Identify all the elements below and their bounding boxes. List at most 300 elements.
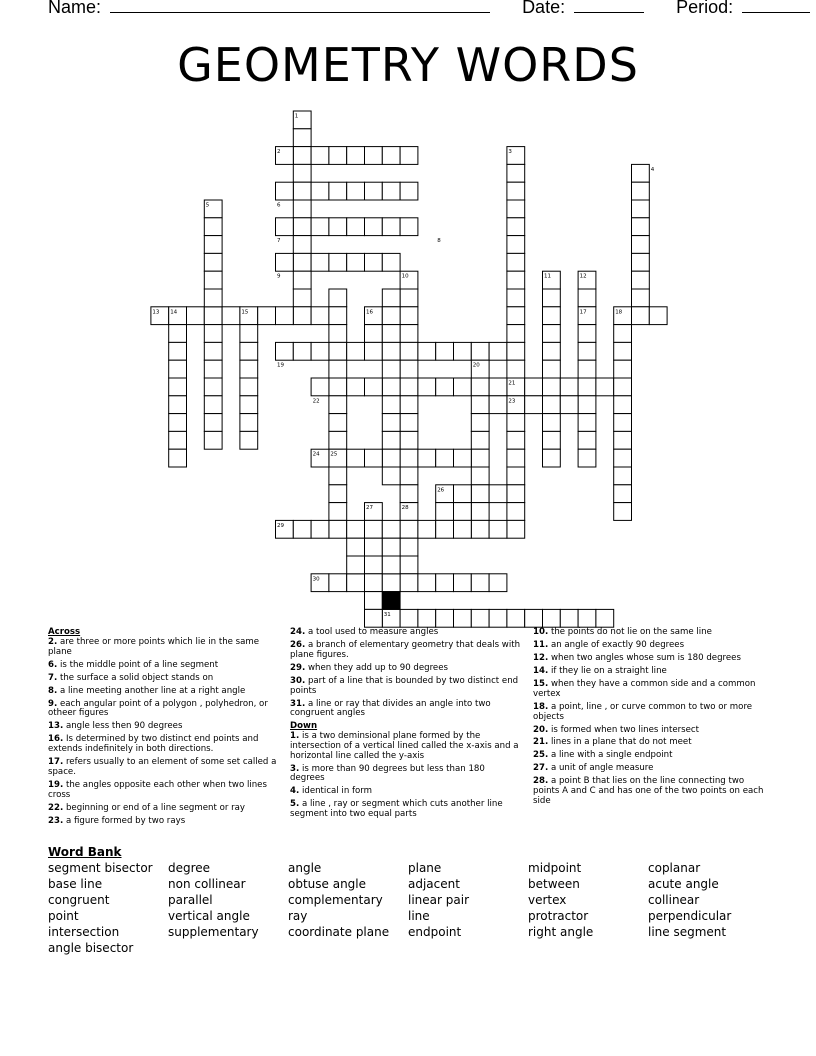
grid-cell[interactable] (365, 253, 383, 271)
grid-cell[interactable] (382, 538, 400, 556)
grid-cell[interactable] (525, 396, 543, 414)
grid-cell[interactable] (204, 342, 222, 360)
grid-cell[interactable] (169, 325, 187, 343)
clue-item (290, 787, 522, 797)
grid-cell[interactable] (454, 378, 472, 396)
grid-cell[interactable] (276, 307, 294, 325)
grid-cell[interactable] (400, 538, 418, 556)
grid-cell[interactable] (329, 396, 347, 414)
grid-cell[interactable] (418, 609, 436, 627)
grid-cell[interactable] (489, 342, 507, 360)
grid-cell[interactable] (382, 520, 400, 538)
grid-cell[interactable] (329, 485, 347, 503)
grid-cell[interactable] (578, 378, 596, 396)
grid-cell[interactable] (293, 129, 311, 147)
grid-cell[interactable] (329, 520, 347, 538)
grid-cell[interactable] (329, 182, 347, 200)
clue-item-number: 5. (290, 799, 300, 810)
grid-cell[interactable] (204, 325, 222, 343)
grid-cell[interactable] (187, 307, 205, 325)
clue-number: 26 (437, 487, 445, 494)
grid-cell[interactable] (596, 609, 614, 627)
grid-cell[interactable] (204, 307, 222, 325)
grid-cell[interactable] (507, 449, 525, 467)
grid-cell[interactable] (578, 289, 596, 307)
black-cell (382, 592, 400, 610)
grid-cell[interactable] (311, 307, 329, 325)
grid-cell[interactable] (204, 289, 222, 307)
grid-cell[interactable] (418, 378, 436, 396)
grid-cell[interactable] (365, 592, 383, 610)
grid-cell[interactable] (365, 218, 383, 236)
grid-cell[interactable] (614, 325, 632, 343)
grid-cell[interactable] (471, 378, 489, 396)
word-bank-word: midpoint (528, 861, 582, 875)
word-bank-word: parallel (168, 893, 213, 907)
clue-item-number: 25. (533, 750, 549, 761)
grid-cell[interactable] (382, 182, 400, 200)
grid-cell[interactable] (400, 378, 418, 396)
grid-cell[interactable] (578, 609, 596, 627)
grid-cell[interactable] (329, 218, 347, 236)
grid-cell[interactable] (329, 503, 347, 521)
grid-cell[interactable] (489, 485, 507, 503)
grid-cell[interactable] (347, 556, 365, 574)
clues-column-2 (290, 628, 522, 823)
grid-cell[interactable] (578, 342, 596, 360)
word-bank-word: non collinear (168, 877, 246, 891)
grid-cell[interactable] (525, 378, 543, 396)
grid-cell[interactable] (454, 503, 472, 521)
grid-cell[interactable] (329, 147, 347, 165)
grid-cell[interactable] (382, 449, 400, 467)
clue-item-text: a tool used to measure angles (305, 627, 439, 637)
grid-cell[interactable] (293, 307, 311, 325)
grid-cell[interactable] (169, 396, 187, 414)
grid-cell[interactable] (204, 218, 222, 236)
grid-cell[interactable] (543, 360, 561, 378)
grid-cell[interactable] (489, 396, 507, 414)
grid-cell[interactable] (632, 200, 650, 218)
clue-number: 18 (615, 309, 623, 316)
grid-cell[interactable] (382, 431, 400, 449)
grid-cell[interactable] (400, 396, 418, 414)
grid-cell[interactable] (632, 218, 650, 236)
clue-item (290, 800, 522, 820)
grid-cell[interactable] (347, 520, 365, 538)
word-bank-word: between (528, 877, 580, 891)
grid-cell[interactable] (436, 503, 454, 521)
grid-cell[interactable] (400, 414, 418, 432)
grid-cell[interactable] (471, 609, 489, 627)
clue-item (290, 641, 522, 661)
grid-cell[interactable] (507, 342, 525, 360)
grid-cell[interactable] (471, 342, 489, 360)
grid-cell[interactable] (400, 520, 418, 538)
grid-cell[interactable] (614, 449, 632, 467)
grid-cell[interactable] (382, 307, 400, 325)
grid-cell[interactable] (418, 449, 436, 467)
grid-cell[interactable] (436, 574, 454, 592)
clue-item-number: 17. (48, 757, 64, 768)
grid-cell[interactable] (632, 236, 650, 254)
date-label: Date: (522, 0, 566, 17)
grid-cell[interactable] (471, 574, 489, 592)
clue-item-text: the points do not lie on the same line (548, 627, 712, 637)
grid-cell[interactable] (276, 342, 294, 360)
grid-cell[interactable] (311, 218, 329, 236)
grid-cell[interactable] (543, 378, 561, 396)
grid-cell[interactable] (347, 574, 365, 592)
grid-cell[interactable] (471, 485, 489, 503)
grid-cell[interactable] (329, 307, 347, 325)
grid-cell[interactable] (418, 342, 436, 360)
grid-cell[interactable] (365, 325, 383, 343)
word-bank-word: line segment (648, 925, 727, 939)
grid-cell[interactable] (454, 574, 472, 592)
word-bank-word: perpendicular (648, 909, 732, 923)
grid-cell[interactable] (507, 467, 525, 485)
grid-cell[interactable] (436, 449, 454, 467)
grid-cell[interactable] (329, 574, 347, 592)
clue-item-text: is formed when two lines intersect (548, 724, 700, 735)
grid-cell[interactable] (293, 271, 311, 289)
grid-cell[interactable] (471, 449, 489, 467)
grid-cell[interactable] (507, 503, 525, 521)
grid-cell[interactable] (418, 574, 436, 592)
grid-cell[interactable] (578, 360, 596, 378)
grid-cell[interactable] (204, 236, 222, 254)
grid-cell[interactable] (382, 253, 400, 271)
grid-cell[interactable] (507, 236, 525, 254)
grid-cell[interactable] (543, 396, 561, 414)
grid-cell[interactable] (489, 574, 507, 592)
grid-cell[interactable] (471, 503, 489, 521)
grid-cell[interactable] (614, 396, 632, 414)
grid-cell[interactable] (311, 182, 329, 200)
grid-cell[interactable] (293, 218, 311, 236)
grid-cell[interactable] (454, 520, 472, 538)
grid-cell[interactable] (365, 147, 383, 165)
grid-cell[interactable] (543, 307, 561, 325)
clue-item-number: 27. (533, 763, 549, 774)
word-bank-word: degree (168, 861, 211, 875)
grid-cell[interactable] (365, 556, 383, 574)
grid-cell[interactable] (293, 342, 311, 360)
grid-cell[interactable] (382, 289, 400, 307)
word-bank-word: linear pair (408, 893, 469, 907)
grid-cell[interactable] (365, 520, 383, 538)
grid-cell[interactable] (276, 182, 294, 200)
grid-cell[interactable] (365, 449, 383, 467)
grid-cell[interactable] (614, 467, 632, 485)
grid-cell[interactable] (365, 574, 383, 592)
grid-cell[interactable] (454, 485, 472, 503)
clue-item-number: 8. (48, 685, 58, 696)
grid-cell[interactable] (204, 360, 222, 378)
grid-cell[interactable] (543, 449, 561, 467)
grid-cell[interactable] (632, 271, 650, 289)
grid-cell[interactable] (311, 520, 329, 538)
grid-cell[interactable] (543, 289, 561, 307)
grid-cell[interactable] (169, 414, 187, 432)
grid-cell[interactable] (489, 520, 507, 538)
grid-cell[interactable] (329, 467, 347, 485)
grid-cell[interactable] (347, 538, 365, 556)
grid-cell[interactable] (204, 271, 222, 289)
clue-number: 6 (277, 202, 281, 209)
grid-cell[interactable] (293, 164, 311, 182)
grid-cell[interactable] (382, 414, 400, 432)
grid-cell[interactable] (632, 182, 650, 200)
clue-item-number: 10. (533, 627, 549, 637)
clue-item (48, 758, 278, 778)
grid-cell[interactable] (293, 520, 311, 538)
clue-item (533, 628, 769, 638)
grid-cell[interactable] (347, 378, 365, 396)
word-bank-word: vertex (528, 893, 567, 907)
clue-item (533, 641, 769, 651)
grid-cell[interactable] (489, 609, 507, 627)
grid-cell[interactable] (347, 182, 365, 200)
clue-item (48, 781, 278, 801)
grid-cell[interactable] (578, 449, 596, 467)
grid-cell[interactable] (329, 253, 347, 271)
clue-number: 10 (401, 273, 409, 280)
grid-cell[interactable] (400, 609, 418, 627)
grid-cell[interactable] (543, 342, 561, 360)
grid-cell[interactable] (614, 342, 632, 360)
grid-cell[interactable] (204, 431, 222, 449)
clue-item-text: when two angles whose sum is 180 degrees (548, 652, 741, 663)
grid-cell[interactable] (382, 325, 400, 343)
grid-cell[interactable] (347, 147, 365, 165)
grid-cell[interactable] (543, 414, 561, 432)
grid-cell[interactable] (329, 414, 347, 432)
grid-cell[interactable] (293, 147, 311, 165)
grid-cell[interactable] (632, 307, 650, 325)
word-bank-word: intersection (48, 925, 120, 939)
grid-cell[interactable] (507, 485, 525, 503)
grid-cell[interactable] (436, 609, 454, 627)
grid-cell[interactable] (507, 520, 525, 538)
grid-cell[interactable] (649, 307, 667, 325)
grid-cell[interactable] (293, 253, 311, 271)
grid-cell[interactable] (400, 574, 418, 592)
grid-cell[interactable] (507, 431, 525, 449)
clue-item-text: a point B that lies on the line connecting two points A and C and has one of the two points on each side (533, 776, 764, 807)
grid-cell[interactable] (471, 414, 489, 432)
grid-cell[interactable] (614, 503, 632, 521)
grid-cell[interactable] (400, 325, 418, 343)
grid-cell[interactable] (240, 378, 258, 396)
grid-cell[interactable] (400, 289, 418, 307)
grid-cell[interactable] (293, 289, 311, 307)
grid-cell[interactable] (632, 253, 650, 271)
grid-cell[interactable] (436, 520, 454, 538)
grid-cell[interactable] (293, 200, 311, 218)
grid-cell[interactable] (418, 520, 436, 538)
grid-cell[interactable] (382, 147, 400, 165)
grid-cell[interactable] (276, 218, 294, 236)
grid-cell[interactable] (382, 556, 400, 574)
grid-cell[interactable] (329, 325, 347, 343)
grid-cell[interactable] (169, 449, 187, 467)
grid-cell[interactable] (400, 556, 418, 574)
grid-cell[interactable] (169, 378, 187, 396)
word-bank-word: segment bisector (48, 861, 153, 875)
grid-cell[interactable] (400, 342, 418, 360)
grid-cell[interactable] (614, 378, 632, 396)
grid-cell[interactable] (507, 414, 525, 432)
grid-cell[interactable] (578, 431, 596, 449)
grid-cell[interactable] (507, 200, 525, 218)
grid-cell[interactable] (507, 609, 525, 627)
clue-number: 8 (437, 238, 441, 245)
grid-cell[interactable] (329, 378, 347, 396)
grid-cell[interactable] (365, 342, 383, 360)
grid-cell[interactable] (382, 360, 400, 378)
grid-cell[interactable] (560, 378, 578, 396)
grid-cell[interactable] (311, 253, 329, 271)
grid-cell[interactable] (204, 378, 222, 396)
grid-cell[interactable] (489, 378, 507, 396)
grid-cell[interactable] (329, 342, 347, 360)
grid-cell[interactable] (560, 396, 578, 414)
grid-cell[interactable] (204, 253, 222, 271)
grid-cell[interactable] (543, 609, 561, 627)
grid-cell[interactable] (400, 147, 418, 165)
grid-cell[interactable] (507, 182, 525, 200)
grid-cell[interactable] (240, 431, 258, 449)
grid-cell[interactable] (614, 431, 632, 449)
clue-number: 20 (472, 362, 480, 369)
grid-cell[interactable] (400, 467, 418, 485)
word-bank-word: complementary (288, 893, 383, 907)
grid-cell[interactable] (204, 414, 222, 432)
grid-cell[interactable] (329, 289, 347, 307)
grid-cell[interactable] (471, 467, 489, 485)
grid-cell[interactable] (311, 342, 329, 360)
grid-cell[interactable] (347, 342, 365, 360)
grid-cell[interactable] (365, 182, 383, 200)
grid-cell[interactable] (507, 218, 525, 236)
grid-cell[interactable] (507, 307, 525, 325)
grid-cell[interactable] (471, 431, 489, 449)
grid-cell[interactable] (293, 182, 311, 200)
grid-cell[interactable] (365, 538, 383, 556)
grid-cell[interactable] (471, 520, 489, 538)
grid-cell[interactable] (365, 378, 383, 396)
grid-cell[interactable] (578, 396, 596, 414)
grid-cell[interactable] (614, 360, 632, 378)
clue-number: 7 (277, 238, 281, 245)
clue-item (533, 667, 769, 677)
grid-cell[interactable] (222, 307, 240, 325)
grid-cell[interactable] (400, 182, 418, 200)
grid-cell[interactable] (400, 360, 418, 378)
grid-cell[interactable] (400, 307, 418, 325)
grid-cell[interactable] (400, 218, 418, 236)
grid-cell[interactable] (347, 218, 365, 236)
grid-cell[interactable] (578, 325, 596, 343)
grid-cell[interactable] (382, 574, 400, 592)
grid-cell[interactable] (507, 325, 525, 343)
grid-cell[interactable] (560, 609, 578, 627)
grid-cell[interactable] (382, 378, 400, 396)
grid-cell[interactable] (258, 307, 276, 325)
grid-cell[interactable] (507, 164, 525, 182)
grid-cell[interactable] (596, 378, 614, 396)
grid-cell[interactable] (382, 467, 400, 485)
grid-cell[interactable] (382, 396, 400, 414)
grid-cell[interactable] (240, 396, 258, 414)
grid-cell[interactable] (632, 164, 650, 182)
grid-cell[interactable] (436, 342, 454, 360)
grid-cell[interactable] (329, 360, 347, 378)
grid-cell[interactable] (365, 609, 383, 627)
clue-number: 22 (312, 398, 320, 405)
grid-cell[interactable] (169, 431, 187, 449)
grid-cell[interactable] (436, 378, 454, 396)
grid-cell[interactable] (454, 342, 472, 360)
grid-cell[interactable] (240, 342, 258, 360)
grid-cell[interactable] (382, 218, 400, 236)
grid-cell[interactable] (454, 449, 472, 467)
word-bank-word: angle bisector (48, 941, 134, 955)
grid-cell[interactable] (400, 449, 418, 467)
grid-cell[interactable] (329, 431, 347, 449)
clue-item-text: is the middle point of a line segment (57, 659, 219, 670)
word-bank-column (48, 860, 153, 956)
grid-cell[interactable] (240, 325, 258, 343)
grid-cell[interactable] (507, 253, 525, 271)
clue-item-number: 23. (48, 815, 64, 826)
grid-cell[interactable] (454, 609, 472, 627)
grid-cell[interactable] (543, 325, 561, 343)
word-bank-column (408, 860, 469, 940)
grid-cell[interactable] (614, 485, 632, 503)
grid-cell[interactable] (507, 271, 525, 289)
grid-cell[interactable] (311, 147, 329, 165)
grid-cell[interactable] (347, 449, 365, 467)
grid-cell[interactable] (240, 360, 258, 378)
grid-cell[interactable] (614, 414, 632, 432)
clue-item (533, 680, 769, 700)
grid-cell[interactable] (471, 396, 489, 414)
grid-cell[interactable] (507, 289, 525, 307)
clue-item-text: if they lie on a straight line (548, 665, 667, 676)
grid-cell[interactable] (507, 360, 525, 378)
grid-cell[interactable] (276, 253, 294, 271)
grid-cell[interactable] (347, 253, 365, 271)
grid-cell[interactable] (578, 414, 596, 432)
grid-cell[interactable] (169, 342, 187, 360)
clue-item-number: 20. (533, 724, 549, 735)
grid-cell[interactable] (240, 414, 258, 432)
grid-cell[interactable] (632, 289, 650, 307)
grid-cell[interactable] (400, 485, 418, 503)
grid-cell[interactable] (543, 431, 561, 449)
grid-cell[interactable] (204, 396, 222, 414)
grid-cell[interactable] (293, 236, 311, 254)
word-bank-word: line (408, 909, 430, 923)
grid-cell[interactable] (311, 378, 329, 396)
grid-cell[interactable] (169, 360, 187, 378)
grid-cell[interactable] (525, 609, 543, 627)
grid-cell[interactable] (400, 431, 418, 449)
grid-cell[interactable] (382, 342, 400, 360)
